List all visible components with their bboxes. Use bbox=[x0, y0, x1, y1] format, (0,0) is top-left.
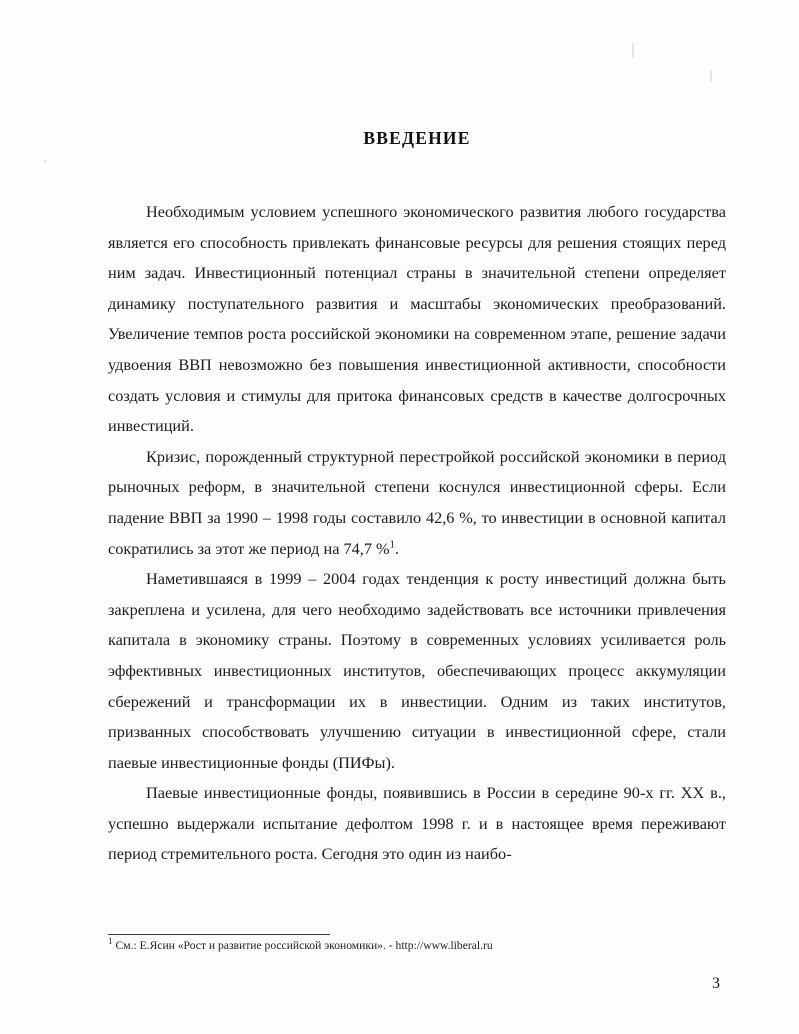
page-content bbox=[108, 0, 726, 1034]
paragraph-1: Необходимым условием успешного экономического развития любого государства является его способность привлекать финансовые ресурсы для решения стоящих перед ним задач. Инвестиционный потенциал страны в значительной степени определяет динамику поступательного развития и масштабы экономических преобразований. Увеличение темпов роста российской экономики на современном этапе, решение задачи удвоения ВВП невозможно без повышения инвестиционной активности, способности создать условия и стимулы для притока финансовых средств в качестве долгосрочных инвестиций. bbox=[108, 202, 726, 436]
scan-speckle bbox=[44, 160, 47, 163]
page-number: 3 bbox=[712, 975, 720, 992]
body-text bbox=[108, 197, 726, 870]
footnote-marker: 1 bbox=[108, 936, 113, 947]
paragraph-3: Наметившаяся в 1999 – 2004 годах тенденция к росту инвестиций должна быть закреплена и усилена, для чего необходимо задействовать все источники привлечения капитала в экономику страны. Поэтому в современных условиях усиливается роль эффективных инвестиционных институтов, обеспечивающих процесс аккумуляции сбережений и трансформации их в инвестиции. Одним из таких институтов, призванных способствовать улучшению ситуации в инвестиционной сфере, стали паевые инвестиционные фонды (ПИФы). bbox=[108, 569, 726, 772]
paragraph-2: Кризис, порожденный структурной перестройкой российской экономики в период рыночных реформ, в значительной степени коснулся инвестиционной сферы. Если падение ВВП за 1990 – 1998 годы составило 42,6 %, то инвестиции в основной капитал сократились за этот же период на 74,7 %$^1$. bbox=[108, 446, 726, 558]
footnote-separator bbox=[108, 934, 330, 935]
paragraph-4: Паевые инвестиционные фонды, появившись в России в середине 90-х гг. XX в., успешно выдержали испытание дефолтом 1998 г. и в настоящее время переживают период стремительного роста. Сегодня это один из наибо- bbox=[108, 783, 726, 864]
footnote-text: См.: Е.Ясин «Рост и развитие российской экономики». - http://www.liberal.ru bbox=[115, 939, 493, 952]
footnote-reference[interactable]: 1 bbox=[389, 539, 395, 551]
paragraph-2-text: Кризис, порожденный структурной перестройкой российской экономики в период рыночных реформ, в значительной степени коснулся инвестиционной сферы. Если падение ВВП за 1990 – 1998 годы составило 42,6 %, то инвестиции в основной капитал сократились за этот же период на 74,7 % bbox=[108, 446, 726, 558]
footnote bbox=[108, 938, 726, 954]
page-title: ВВЕДЕНИЕ bbox=[363, 128, 471, 148]
